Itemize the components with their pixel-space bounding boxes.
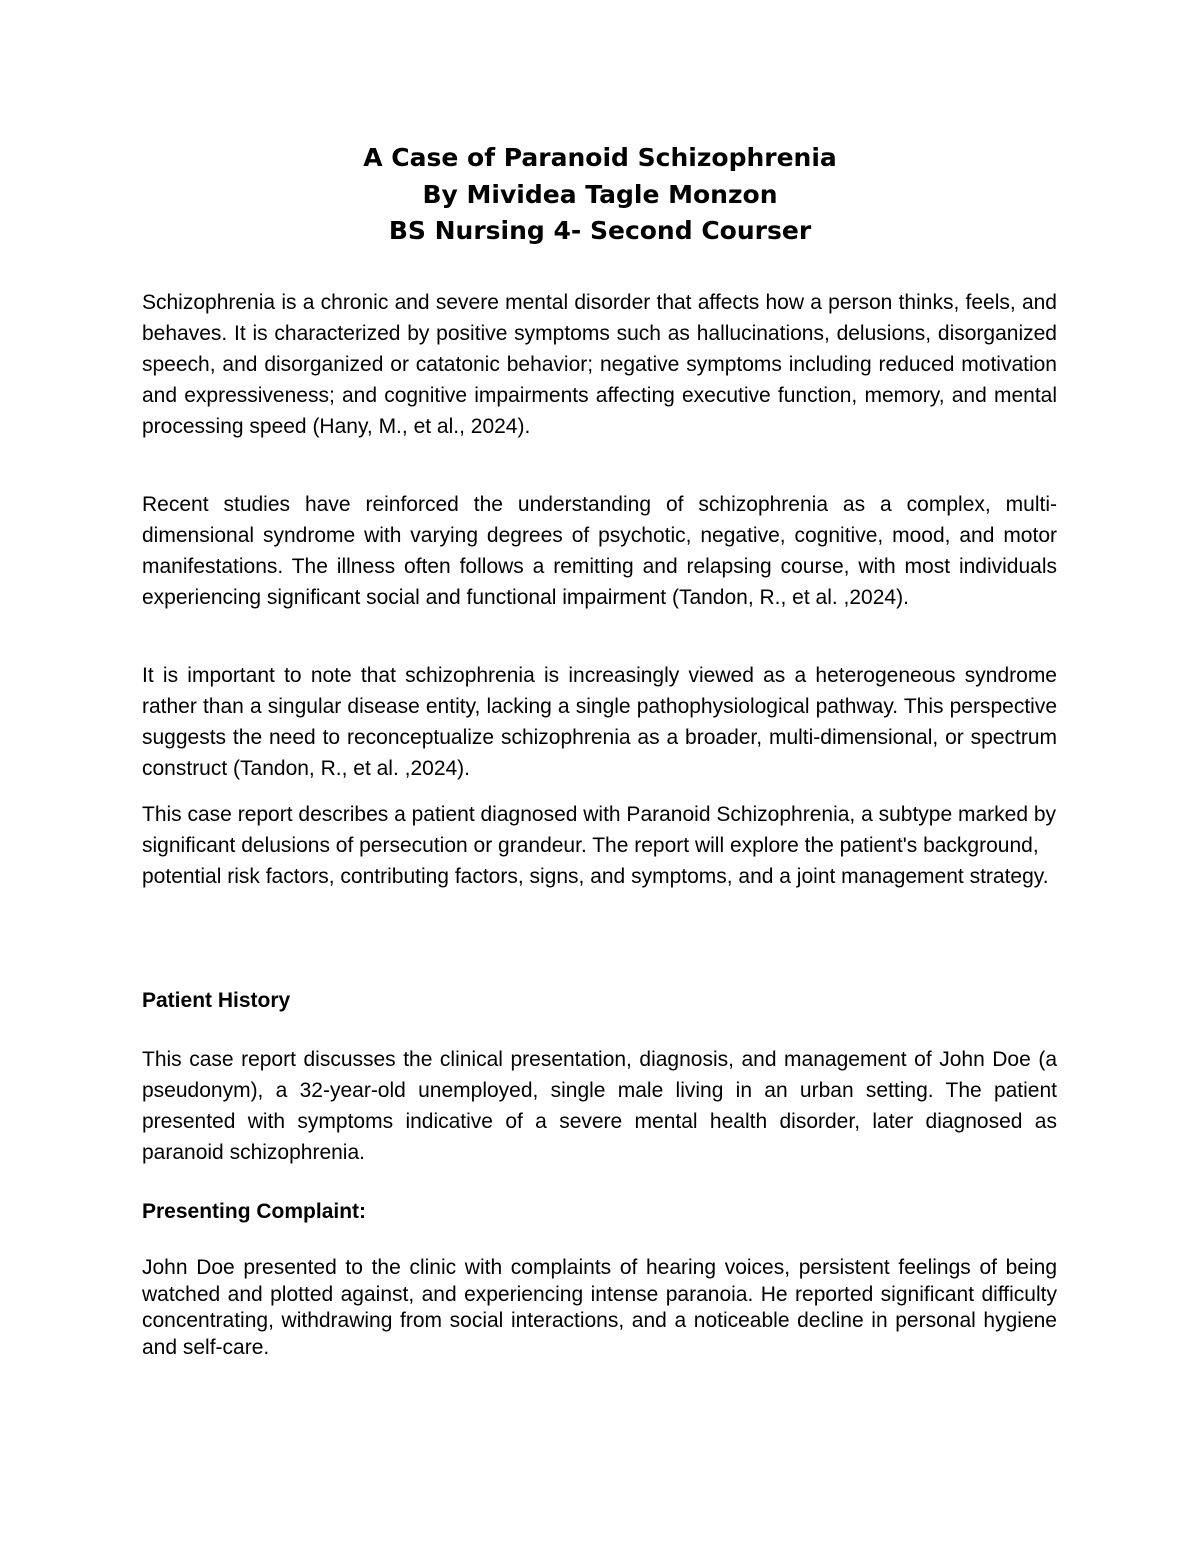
intro-paragraph: This case report describes a patient diagnosed with Paranoid Schizophrenia, a subtype marked by significant delusions of persecution or grandeur. The report will explore the patient's background, potential risk factors, contributing factors, signs, and symptoms, and a joint management strategy. [142, 803, 1057, 888]
presenting-complaint-text: John Doe presented to the clinic with complaints of hearing voices, persistent feelings of being watched and plotted against, and experiencing intense paranoia. He reported significant difficulty concentrating, withdrawing from social interactions, and a noticeable decline in personal hygiene and self-care. [142, 1256, 1057, 1359]
presenting-complaint-heading: Presenting Complaint: [142, 1200, 367, 1223]
intro-paragraph: Schizophrenia is a chronic and severe mental disorder that affects how a person thinks, feels, and behaves. It is characterized by positive symptoms such as hallucinations, delusions, disorganized speech, and disorganized or catatonic behavior; negative symptoms including reduced motivation and expressiveness; and cognitive impairments affecting executive function, memory, and mental processing speed (Hany, M., et al., 2024). [142, 291, 1057, 438]
patient-history-text: This case report discusses the clinical presentation, diagnosis, and management of John Doe (a pseudonym), a 32-year-old unemployed, single male living in an urban setting. The patient presented with symptoms indicative of a severe mental health disorder, later diagnosed as paranoid schizophrenia. [142, 1048, 1057, 1164]
course-line: BS Nursing 4- Second Courser [388, 216, 812, 245]
intro-paragraph: It is important to note that schizophrenia is increasingly viewed as a heterogeneous syndrome rather than a singular disease entity, lacking a single pathophysiological pathway. This perspective suggests the need to reconceptualize schizophrenia as a broader, multi-dimensional, or spectrum construct (Tandon, R., et al. ,2024). [142, 664, 1057, 780]
intro-paragraph: Recent studies have reinforced the understanding of schizophrenia as a complex, multi-dimensional syndrome with varying degrees of psychotic, negative, cognitive, mood, and motor manifestations. The illness often follows a remitting and relapsing course, with most individuals experiencing significant social and functional impairment (Tandon, R., et al. ,2024). [142, 493, 1057, 609]
patient-history-heading: Patient History [142, 989, 291, 1012]
title-block [0, 140, 1200, 250]
document-title: A Case of Paranoid Schizophrenia [363, 143, 837, 172]
author-line: By Mividea Tagle Monzon [422, 179, 778, 209]
